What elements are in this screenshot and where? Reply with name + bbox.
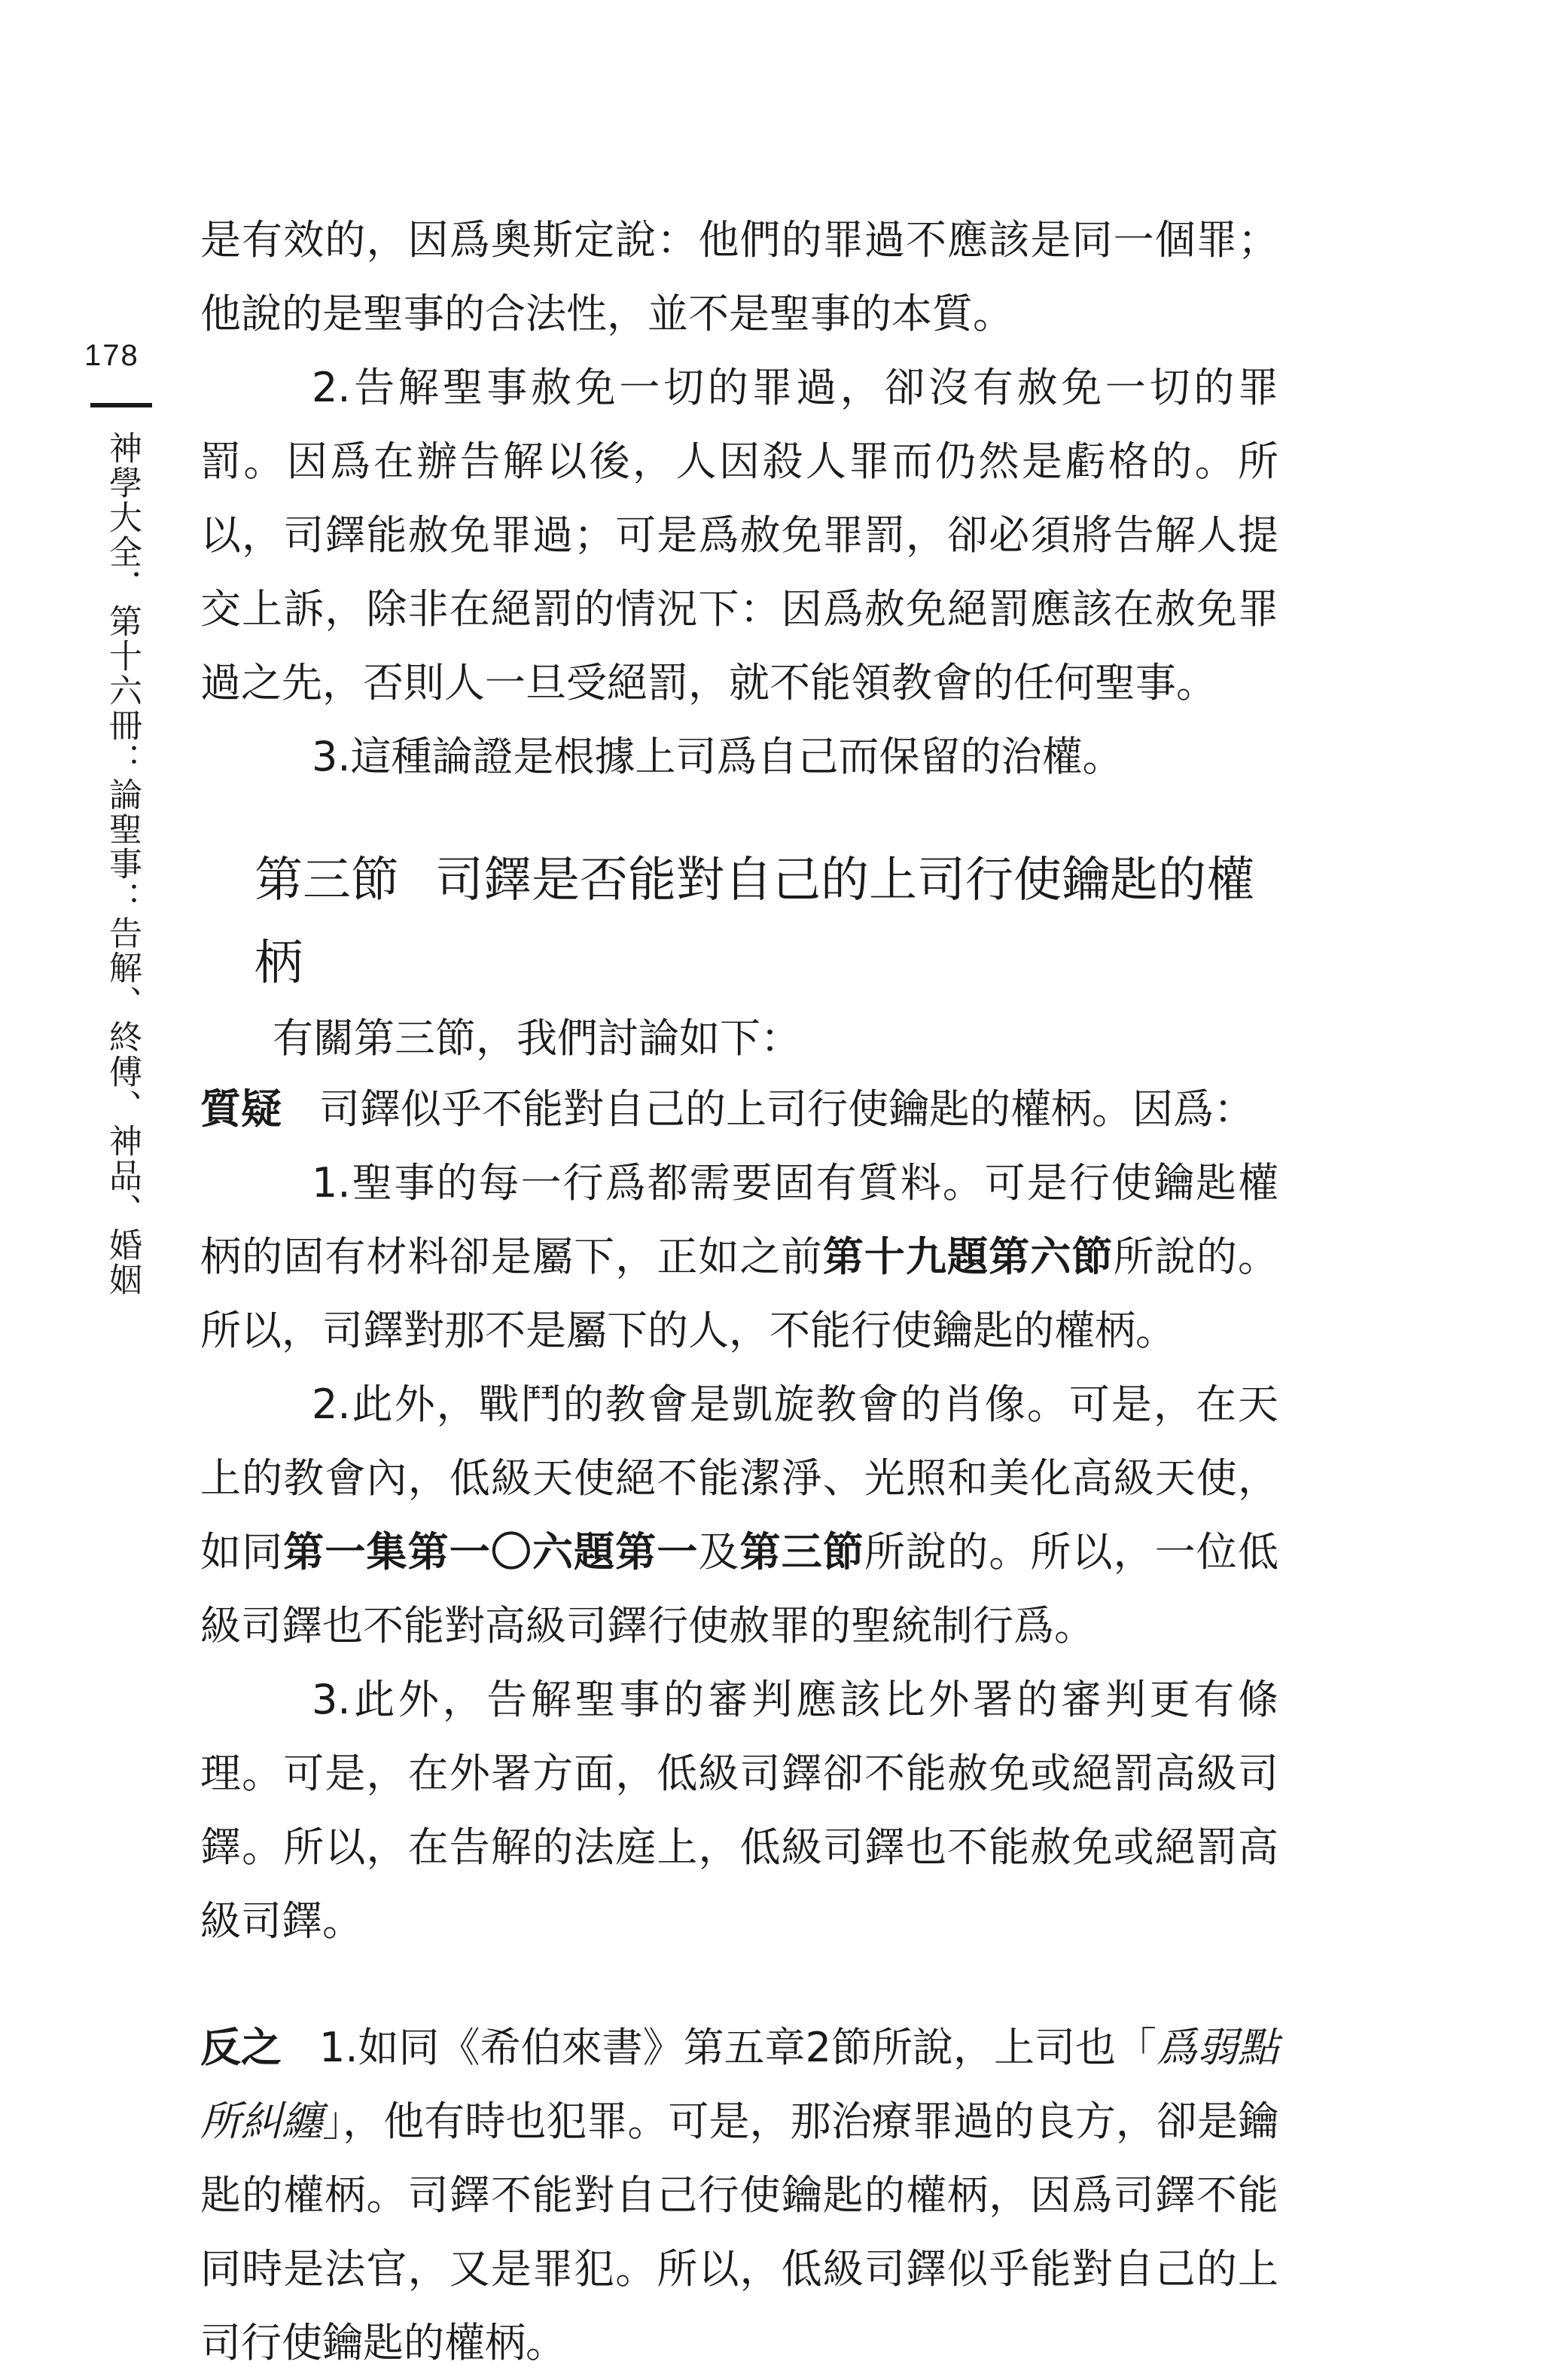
objection-point-1 — [200, 1146, 1278, 1368]
page-number: 178 — [84, 339, 139, 372]
objection-2-text-b: 所說的。所以，一位低級司鐸也不能對高級司鐸行使赦罪的聖統制行爲。 — [200, 1528, 1279, 1649]
contra-text-a: 1.如同《希伯來書》第五章2節所說，上司也「 — [319, 2024, 1156, 2071]
section-heading-title: 司鐸是否能對自己的上司行使鑰匙的權柄 — [254, 853, 1254, 991]
objection-2-text-a: 2.此外，戰鬥的教會是凱旋教會的肖像。可是，在天上的教會內，低級天使絕不能潔淨、光照和美化高級天使，如同 — [200, 1381, 1278, 1576]
paragraph-point-2: 2.告解聖事赦免一切的罪過，卻沒有赦免一切的罪罰。因爲在辦告解以後，人因殺人罪而仍然是虧格的。所以，司鐸能赦免罪過；可是爲赦免罪罰，卻必須將告解人提交上訴，除非在絕罰的情況下：因爲赦免絕罰應該在赦免罪過之先，否則人一旦受絕罰，就不能領教會的任何聖事。 — [200, 364, 1278, 706]
objection-paragraph — [200, 1073, 1278, 1146]
objection-1-text-a: 1.聖事的每一行爲都需要固有質料。可是行使鑰匙權柄的固有材料卻是屬下，正如之前 — [200, 1159, 1278, 1280]
objection-2-reference-1: 第一集第一〇六題第一 — [283, 1528, 699, 1576]
objection-point-2 — [200, 1368, 1278, 1663]
objection-2-connector: 及 — [698, 1528, 740, 1576]
contra-paragraph — [200, 2011, 1278, 2380]
margin-rule — [90, 403, 152, 407]
running-title: 神學大全．第十六冊：論聖事：告解、終傅、神品、婚姻 — [103, 431, 142, 1297]
paragraph-continuation: 是有效的，因爲奧斯定說：他們的罪過不應該是同一個罪；他說的是聖事的合法性，並不是聖事的本質。 — [200, 216, 1278, 337]
paragraph-gap — [200, 1958, 1278, 2011]
contra-label: 反之 — [200, 2024, 282, 2071]
section-heading — [254, 839, 1278, 1005]
paragraph-point-3: 3.這種論證是根據上司爲自己而保留的治權。 — [312, 733, 1123, 780]
objection-1-text-b: 所說的。所以，司鐸對那不是屬下的人，不能行使鑰匙的權柄。 — [200, 1233, 1279, 1354]
objection-1-reference: 第十九題第六節 — [822, 1233, 1114, 1280]
objection-text: 司鐸似乎不能對自己的上司行使鑰匙的權柄。因爲： — [319, 1085, 1254, 1133]
section-heading-label: 第三節 — [254, 853, 399, 908]
objection-point-3: 3.此外，告解聖事的審判應該比外署的審判更有條理。可是，在外署方面，低級司鐸卻不能赦免或絕罰高級司鐸。所以，在告解的法庭上，低級司鐸也不能赦免或絕罰高級司鐸。 — [200, 1676, 1278, 1945]
objection-2-reference-2: 第三節 — [739, 1528, 864, 1576]
contra-quotation: 爲弱點所糾纏 — [200, 2024, 1278, 2145]
page-body — [200, 203, 1278, 2380]
section-intro: 有關第三節，我們討論如下： — [273, 1015, 801, 1062]
contra-text-b: 」，他有時也犯罪。可是，那治療罪過的良方，卻是鑰匙的權柄。司鐸不能對自己行使鑰匙的權柄，因爲司鐸不能同時是法官，又是罪犯。所以，低級司鐸似乎能對自己的上司行使鑰匙的權柄。 — [200, 2098, 1279, 2366]
objection-label: 質疑 — [200, 1085, 282, 1133]
